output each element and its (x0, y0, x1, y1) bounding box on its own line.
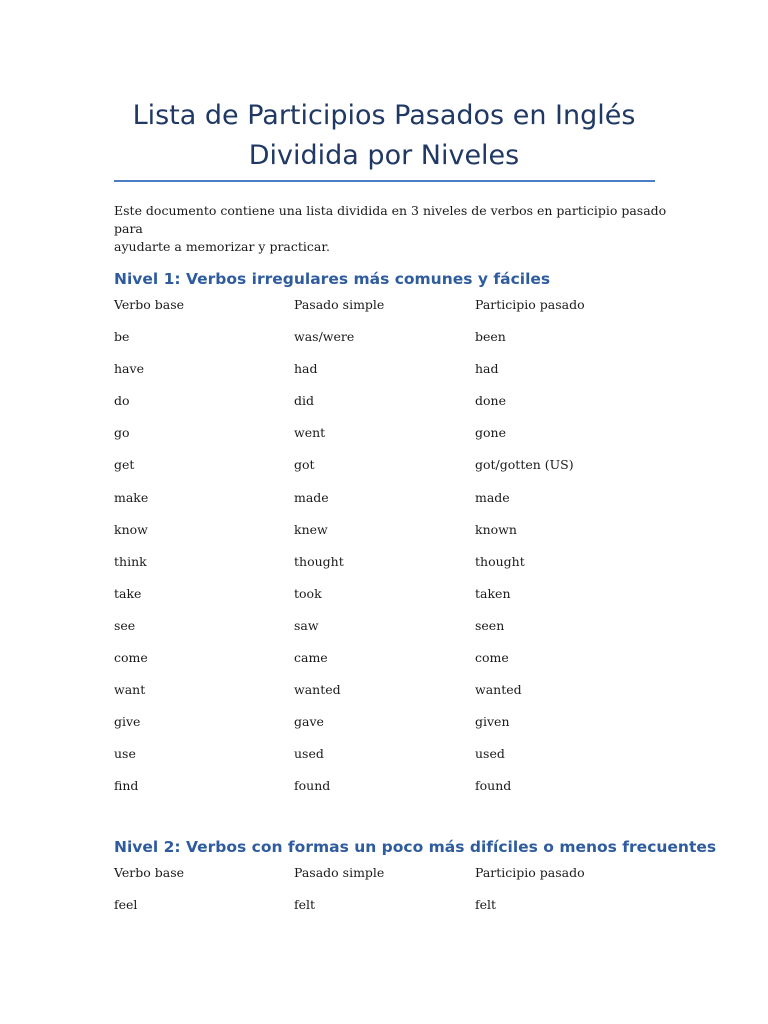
verb-base: do (114, 393, 130, 409)
verb-participle: found (475, 778, 512, 794)
verb-past: went (294, 425, 326, 441)
verb-past: was/were (294, 329, 355, 345)
verb-past: got (294, 457, 315, 473)
verb-participle: wanted (475, 682, 522, 698)
title-divider (114, 180, 655, 182)
verb-past: wanted (294, 682, 341, 698)
verb-past: saw (294, 617, 319, 633)
verb-base: make (114, 489, 149, 505)
verb-past: felt (294, 897, 316, 913)
verb-base: give (114, 714, 141, 730)
verb-participle: given (475, 714, 510, 730)
level-2-heading: Nivel 2: Verbos con formas un poco más difíciles o menos frecuentes (114, 838, 717, 856)
verb-participle: seen (475, 617, 505, 633)
level-1-heading: Nivel 1: Verbos irregulares más comunes y fáciles (114, 270, 551, 288)
verb-base: get (114, 457, 135, 473)
title-line-2: Dividida por Niveles (248, 140, 520, 171)
column-header-past: Pasado simple (294, 865, 385, 880)
intro-paragraph (114, 202, 674, 256)
column-header-participle: Participio pasado (475, 865, 585, 880)
verb-base: go (114, 425, 130, 441)
column-header-participle: Participio pasado (475, 297, 585, 312)
verb-base: have (114, 361, 144, 377)
verb-participle: taken (475, 585, 511, 601)
document-title (114, 96, 654, 176)
verb-participle: known (475, 521, 517, 537)
verb-participle: got/gotten (US) (475, 457, 574, 473)
verb-past: gave (294, 714, 324, 730)
verb-participle: been (475, 329, 506, 345)
verb-past: made (294, 489, 329, 505)
verb-participle: used (475, 746, 505, 762)
verb-past: had (294, 361, 318, 377)
verb-past: took (294, 585, 322, 601)
verb-participle: done (475, 393, 506, 409)
verb-past: thought (294, 553, 344, 569)
verb-base: be (114, 329, 130, 345)
verb-base: find (114, 778, 139, 794)
verb-participle: felt (475, 897, 497, 913)
verb-base: know (114, 521, 148, 537)
intro-line-2: ayudarte a memorizar y practicar. (114, 239, 330, 254)
verb-base: think (114, 553, 147, 569)
verb-participle: had (475, 361, 499, 377)
title-line-1: Lista de Participios Pasados en Inglés (132, 100, 636, 131)
verb-participle: come (475, 650, 509, 666)
verb-past: did (294, 393, 315, 409)
verb-participle: gone (475, 425, 506, 441)
verb-base: want (114, 682, 146, 698)
column-header-base: Verbo base (114, 297, 185, 312)
verb-past: knew (294, 521, 328, 537)
verb-past: came (294, 650, 328, 666)
verb-base: feel (114, 897, 138, 913)
column-header-past: Pasado simple (294, 297, 385, 312)
column-header-base: Verbo base (114, 865, 185, 880)
verb-participle: made (475, 489, 510, 505)
verb-past: found (294, 778, 331, 794)
verb-base: see (114, 617, 136, 633)
verb-past: used (294, 746, 324, 762)
intro-line-1: Este documento contiene una lista dividida en 3 niveles de verbos en participio pasado para (114, 203, 667, 236)
verb-base: use (114, 746, 136, 762)
verb-base: come (114, 650, 148, 666)
verb-base: take (114, 585, 142, 601)
verb-participle: thought (475, 553, 525, 569)
